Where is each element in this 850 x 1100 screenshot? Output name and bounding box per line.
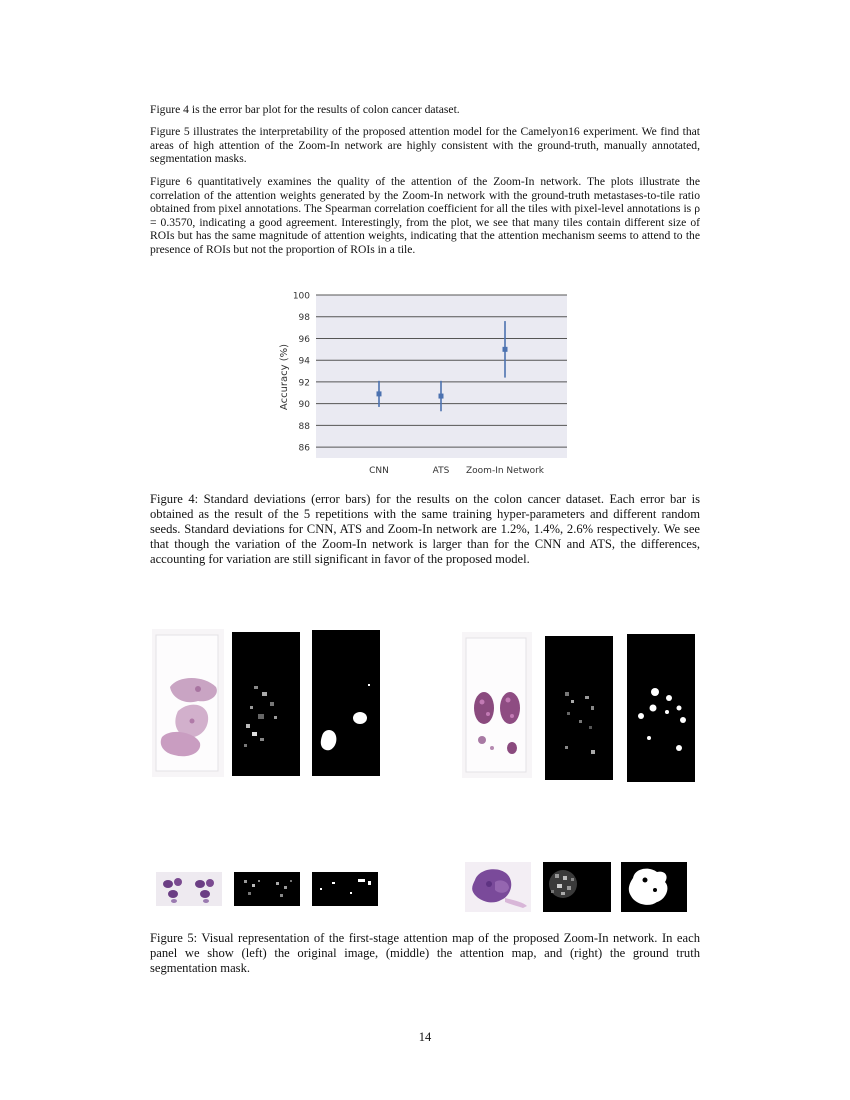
figure4-caption: Figure 4: Standard deviations (error bars) for the results on the colon cancer dataset. Each error bar is obtained as the result of the 5 repetitions with the same training hyper-parameters and different random seeds. Standard deviations for CNN, ATS and Zoom-In network are 1.2%, 1.4%, 2.6% respectively. We see that though the variation of the Zoom-In network is larger than for the CNN and ATS, the differences, accounting for variation are still significant in favor of the proposed model. <box>150 492 700 566</box>
data-point <box>503 347 508 352</box>
panel4-original-image <box>465 862 531 912</box>
paragraph-figure5-intro: Figure 5 illustrates the interpretability of the proposed attention model for the Camelyon16 experiment. We find that areas of high attention of the Zoom-In network are highly consistent with the ground-truth, manually annotated, segmentation masks. <box>150 125 700 166</box>
x-tick-labels <box>369 466 545 476</box>
page-number: 14 <box>418 1030 432 1044</box>
plot-background <box>316 295 567 458</box>
y-tick-label: 86 <box>298 443 310 454</box>
y-tick-label: 92 <box>298 378 310 389</box>
panel2-ground-truth-mask <box>627 634 695 782</box>
data-point <box>377 391 382 396</box>
panel4-attention-map <box>543 862 611 912</box>
y-tick-label: 96 <box>298 334 310 345</box>
data-point <box>439 394 444 399</box>
paragraph-figure4-intro: Figure 4 is the error bar plot for the results of colon cancer dataset. <box>150 103 460 116</box>
panel4-ground-truth-mask <box>621 862 687 912</box>
panel1-ground-truth-mask <box>312 630 380 776</box>
figure5-caption: Figure 5: Visual representation of the first-stage attention map of the proposed Zoom-In network. In each panel we show (left) the original image, (middle) the attention map, and (right) the ground truth segmentation mask. <box>150 931 700 975</box>
panel1-attention-map <box>232 632 300 776</box>
panel3-attention-map <box>234 872 300 906</box>
panel2-attention-map <box>545 636 613 780</box>
panel3-ground-truth-mask <box>312 872 378 906</box>
error-bar-chart <box>270 287 575 482</box>
x-tick-label: Zoom-In Network <box>466 466 544 476</box>
panel3-original-image <box>156 872 222 906</box>
y-tick-label: 90 <box>298 400 310 411</box>
x-tick-label: CNN <box>369 466 389 476</box>
paragraph-figure6-intro: Figure 6 quantitatively examines the quality of the attention of the Zoom-In network. The plots illustrate the correlation of the attention weights generated by the Zoom-In network with the ground-truth metastases-to-tile ratio obtained from pixel annotations. The Spearman correlation coefficient for all the tiles with pixel-level annotations is ρ = 0.3570, indicating a good agreement. Interestingly, from the plot, we see that many tiles contain different size of ROIs but has the same magnitude of attention weights, indicating that the attention mechanism seems to attend to the presence of ROIs but not the proportion of ROIs in a tile. <box>150 175 700 256</box>
y-tick-labels <box>293 292 310 454</box>
panel1-original-image <box>152 629 224 777</box>
y-tick-label: 98 <box>298 313 310 324</box>
y-tick-label: 88 <box>298 421 310 432</box>
panel2-original-image <box>462 632 532 778</box>
y-tick-label: 94 <box>298 356 310 367</box>
x-tick-label: ATS <box>432 466 450 476</box>
y-axis-label: Accuracy (%) <box>279 343 290 411</box>
y-tick-label: 100 <box>292 291 310 302</box>
